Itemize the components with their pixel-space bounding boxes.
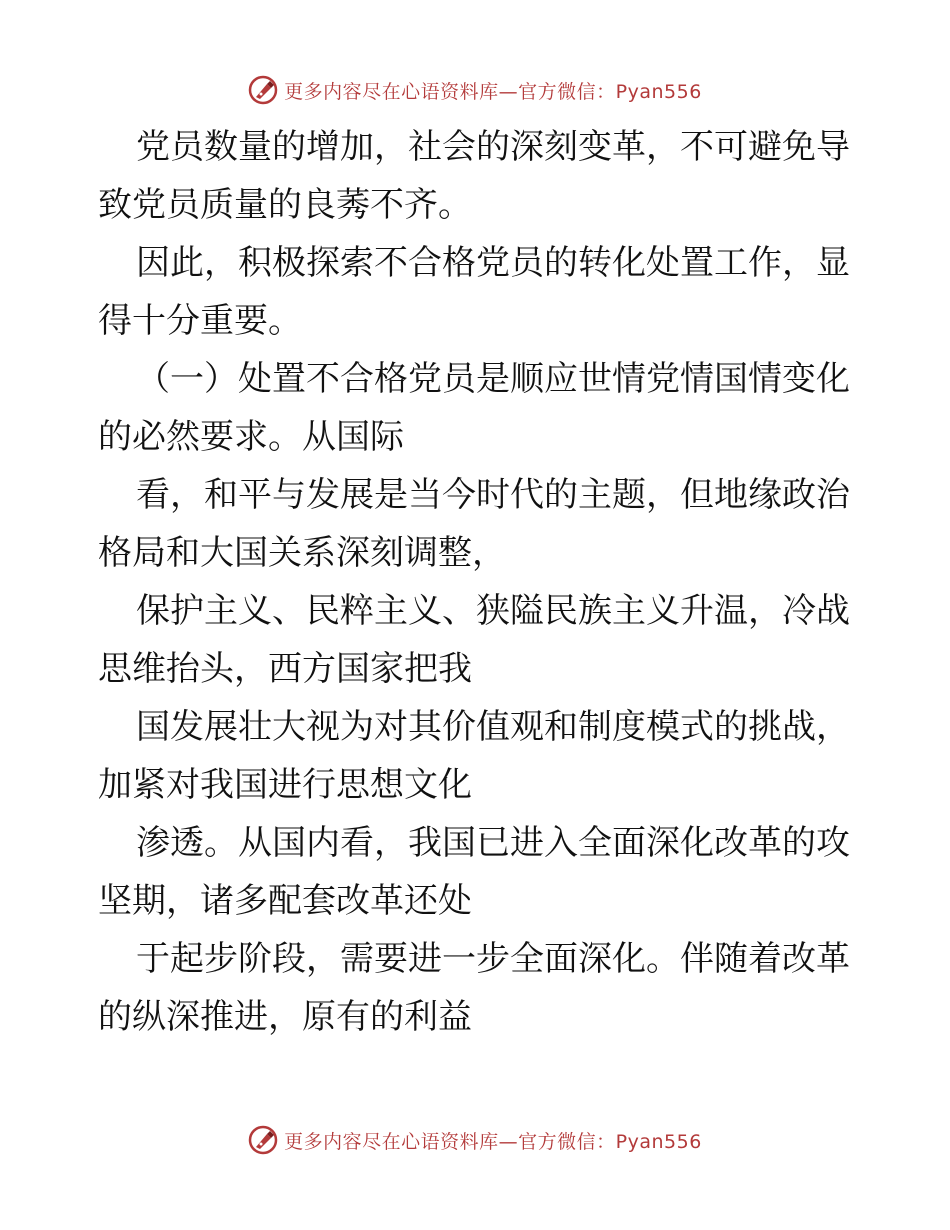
text-line-content: 的必然要求。从国际 <box>98 417 404 457</box>
text-line <box>98 698 858 756</box>
text-line <box>98 466 858 524</box>
text-line-content: 渗透。从国内看，我国已进入全面深化改革的攻 <box>136 823 850 863</box>
text-line-content: 坚期，诸多配套改革还处 <box>98 881 472 921</box>
text-line <box>98 756 858 814</box>
text-line-content: 于起步阶段，需要进一步全面深化。伴随着改革 <box>136 939 850 979</box>
text-line <box>98 292 858 350</box>
text-line <box>98 524 858 582</box>
text-line-content: 保护主义、民粹主义、狭隘民族主义升温，冷战 <box>136 591 850 631</box>
text-line <box>98 350 858 408</box>
banner-text: 更多内容尽在心语资料库—官方微信：Pyan556 <box>284 1130 702 1153</box>
text-line-content: 的纵深推进，原有的利益 <box>98 997 472 1037</box>
text-line-content: 国发展壮大视为对其价值观和制度模式的挑战， <box>136 707 850 747</box>
text-line-content: 看，和平与发展是当今时代的主题，但地缘政治 <box>136 475 850 515</box>
header-banner <box>0 70 950 110</box>
text-line <box>98 582 858 640</box>
text-line <box>98 640 858 698</box>
footer-banner <box>0 1120 950 1160</box>
text-line <box>98 176 858 234</box>
text-line <box>98 118 858 176</box>
document-body <box>98 118 858 1046</box>
text-line-content: 格局和大国关系深刻调整， <box>98 533 506 573</box>
text-line <box>98 872 858 930</box>
text-line-content: （一）处置不合格党员是顺应世情党情国情变化 <box>136 359 850 399</box>
text-line-content: 致党员质量的良莠不齐。 <box>98 185 472 225</box>
text-line <box>98 814 858 872</box>
text-line-content: 加紧对我国进行思想文化 <box>98 765 472 805</box>
text-line-content: 得十分重要。 <box>98 301 302 341</box>
pen-nib-logo-icon <box>248 75 278 105</box>
text-line <box>98 988 858 1046</box>
banner-text: 更多内容尽在心语资料库—官方微信：Pyan556 <box>284 80 702 103</box>
pen-nib-logo-icon <box>248 1125 278 1155</box>
text-line <box>98 408 858 466</box>
text-line-content: 因此，积极探索不合格党员的转化处置工作，显 <box>136 243 850 283</box>
text-line-content: 党员数量的增加，社会的深刻变革，不可避免导 <box>136 127 850 167</box>
text-line <box>98 930 858 988</box>
text-line <box>98 234 858 292</box>
text-line-content: 思维抬头，西方国家把我 <box>98 649 472 689</box>
